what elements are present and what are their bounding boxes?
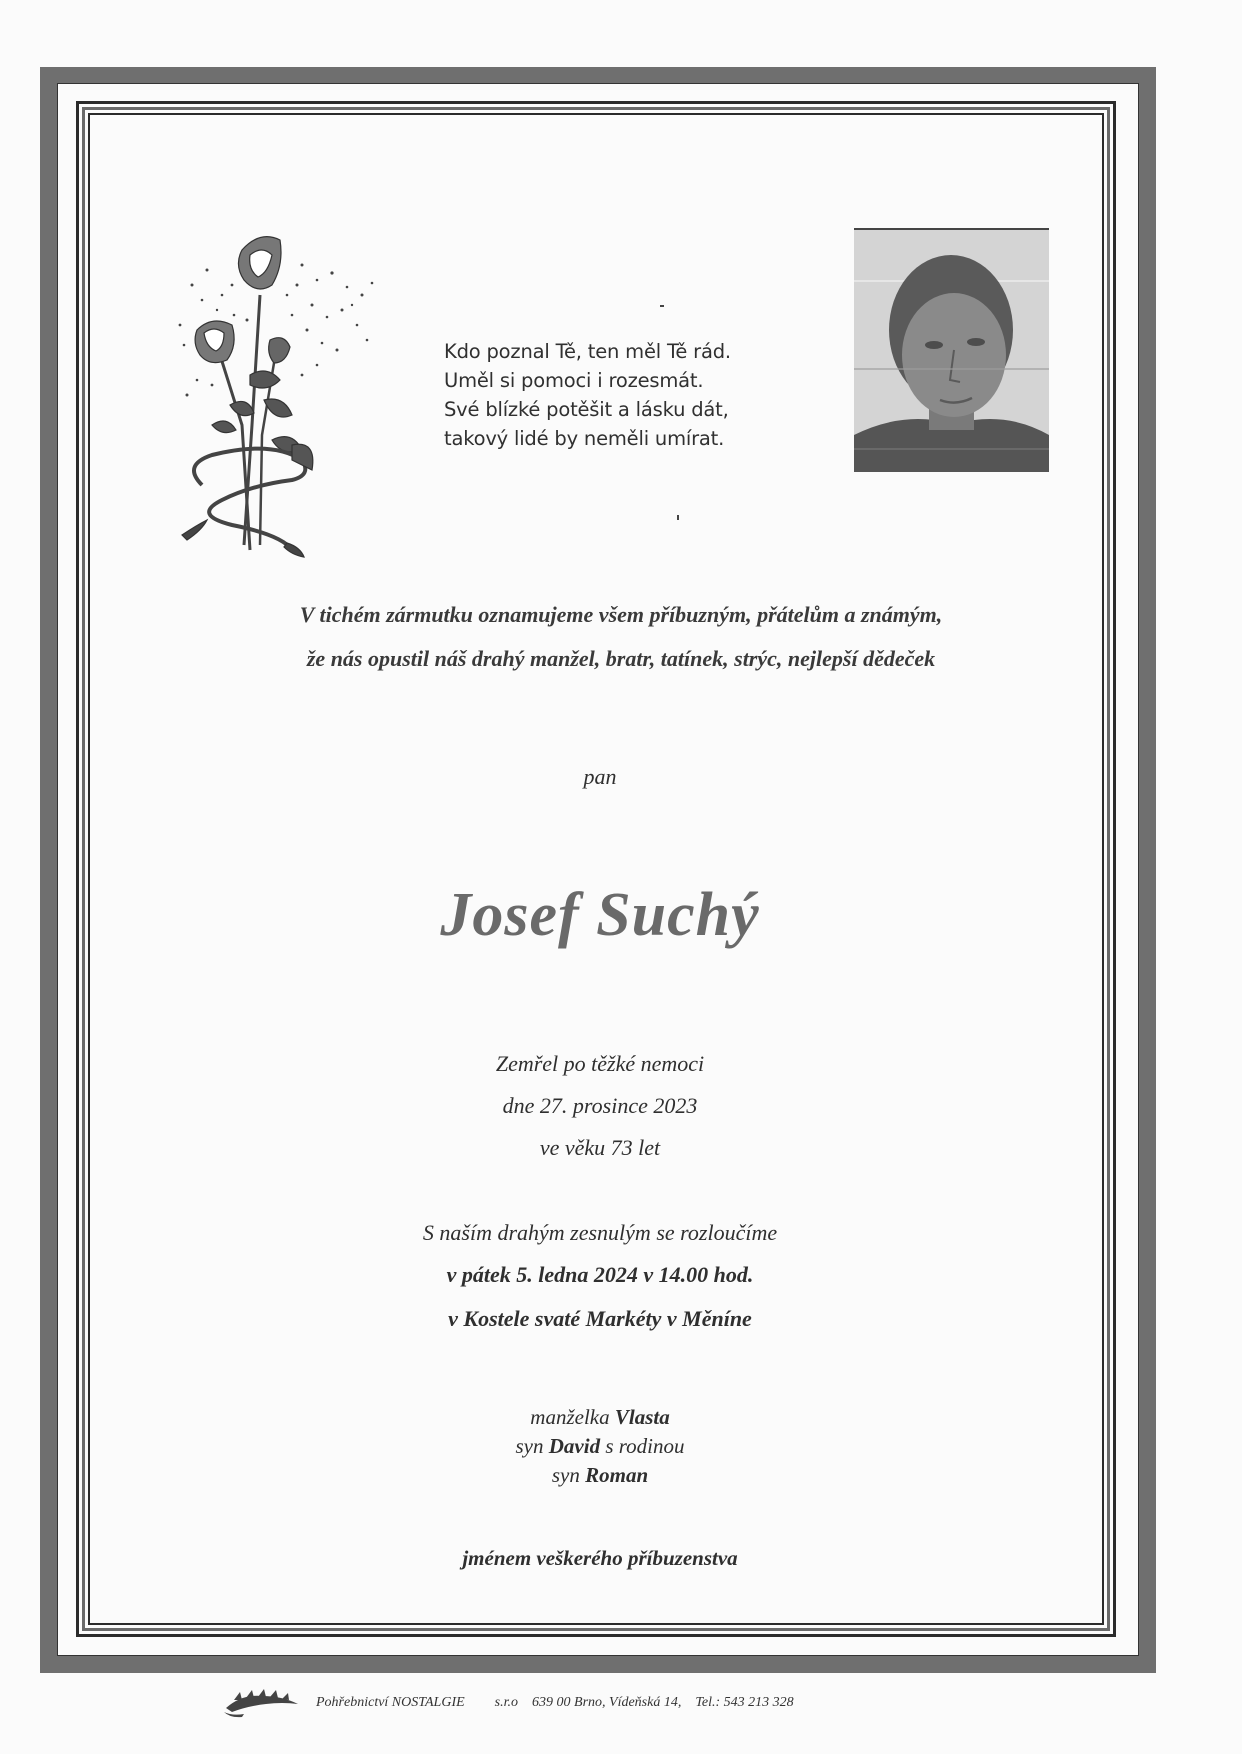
- announcement-line-1: V tichém zármutku oznamujeme všem příbuzným, přátelům a známým,: [299, 602, 943, 627]
- farewell-place: v Kostele svaté Markéty v Měníne: [448, 1306, 752, 1331]
- mourner-name: David: [548, 1434, 601, 1458]
- death-cause: Zemřel po těžké nemoci: [495, 1051, 705, 1076]
- poem-line: Kdo poznal Tě, ten měl Tě rád.: [444, 340, 731, 363]
- scan-speck: [677, 515, 679, 520]
- memorial-poem: [444, 337, 731, 453]
- footer-address: 639 00 Brno, Vídeňská 14,: [532, 1695, 682, 1710]
- announcement-line-2: že nás opustil náš drahý manžel, bratr, tatínek, strýc, nejlepší dědeček: [306, 646, 936, 671]
- mourner-line: [0, 1463, 1200, 1488]
- death-age: ve věku 73 let: [539, 1135, 661, 1160]
- farewell-intro: S naším drahým zesnulým se rozloučíme: [422, 1220, 778, 1245]
- mourner-line: [0, 1434, 1200, 1459]
- portrait-photo: [854, 228, 1049, 472]
- rose-bouquet-illustration: [172, 225, 387, 560]
- mourner-relation: syn: [551, 1463, 580, 1487]
- mourner-relation: syn: [515, 1434, 544, 1458]
- poem-line: Uměl si pomoci i rozesmát.: [444, 369, 704, 392]
- footer-company: Pohřebnictví NOSTALGIE: [316, 1695, 465, 1710]
- mourner-line: [0, 1405, 1200, 1430]
- footer-legal: s.r.o: [494, 1695, 519, 1710]
- mourner-suffix: s rodinou: [605, 1434, 685, 1458]
- deceased-name: Josef Suchý: [440, 881, 760, 949]
- title-prefix: pan: [583, 764, 617, 789]
- funeral-home-footer: [222, 1685, 794, 1721]
- mourner-name: Roman: [585, 1463, 649, 1487]
- death-date: dne 27. prosince 2023: [502, 1093, 698, 1118]
- mourner-relation: manželka: [530, 1405, 610, 1429]
- feather-logo-icon: [222, 1688, 302, 1718]
- farewell-datetime: v pátek 5. ledna 2024 v 14.00 hod.: [446, 1262, 754, 1287]
- mourner-name: Vlasta: [614, 1405, 670, 1429]
- footer-phone: Tel.: 543 213 328: [695, 1695, 794, 1710]
- poem-line: Své blízké potěšit a lásku dát,: [444, 398, 729, 421]
- poem-line: takový lidé by neměli umírat.: [444, 427, 725, 450]
- scan-speck: [660, 305, 664, 307]
- closing-line: jménem veškerého příbuzenstva: [462, 1546, 738, 1570]
